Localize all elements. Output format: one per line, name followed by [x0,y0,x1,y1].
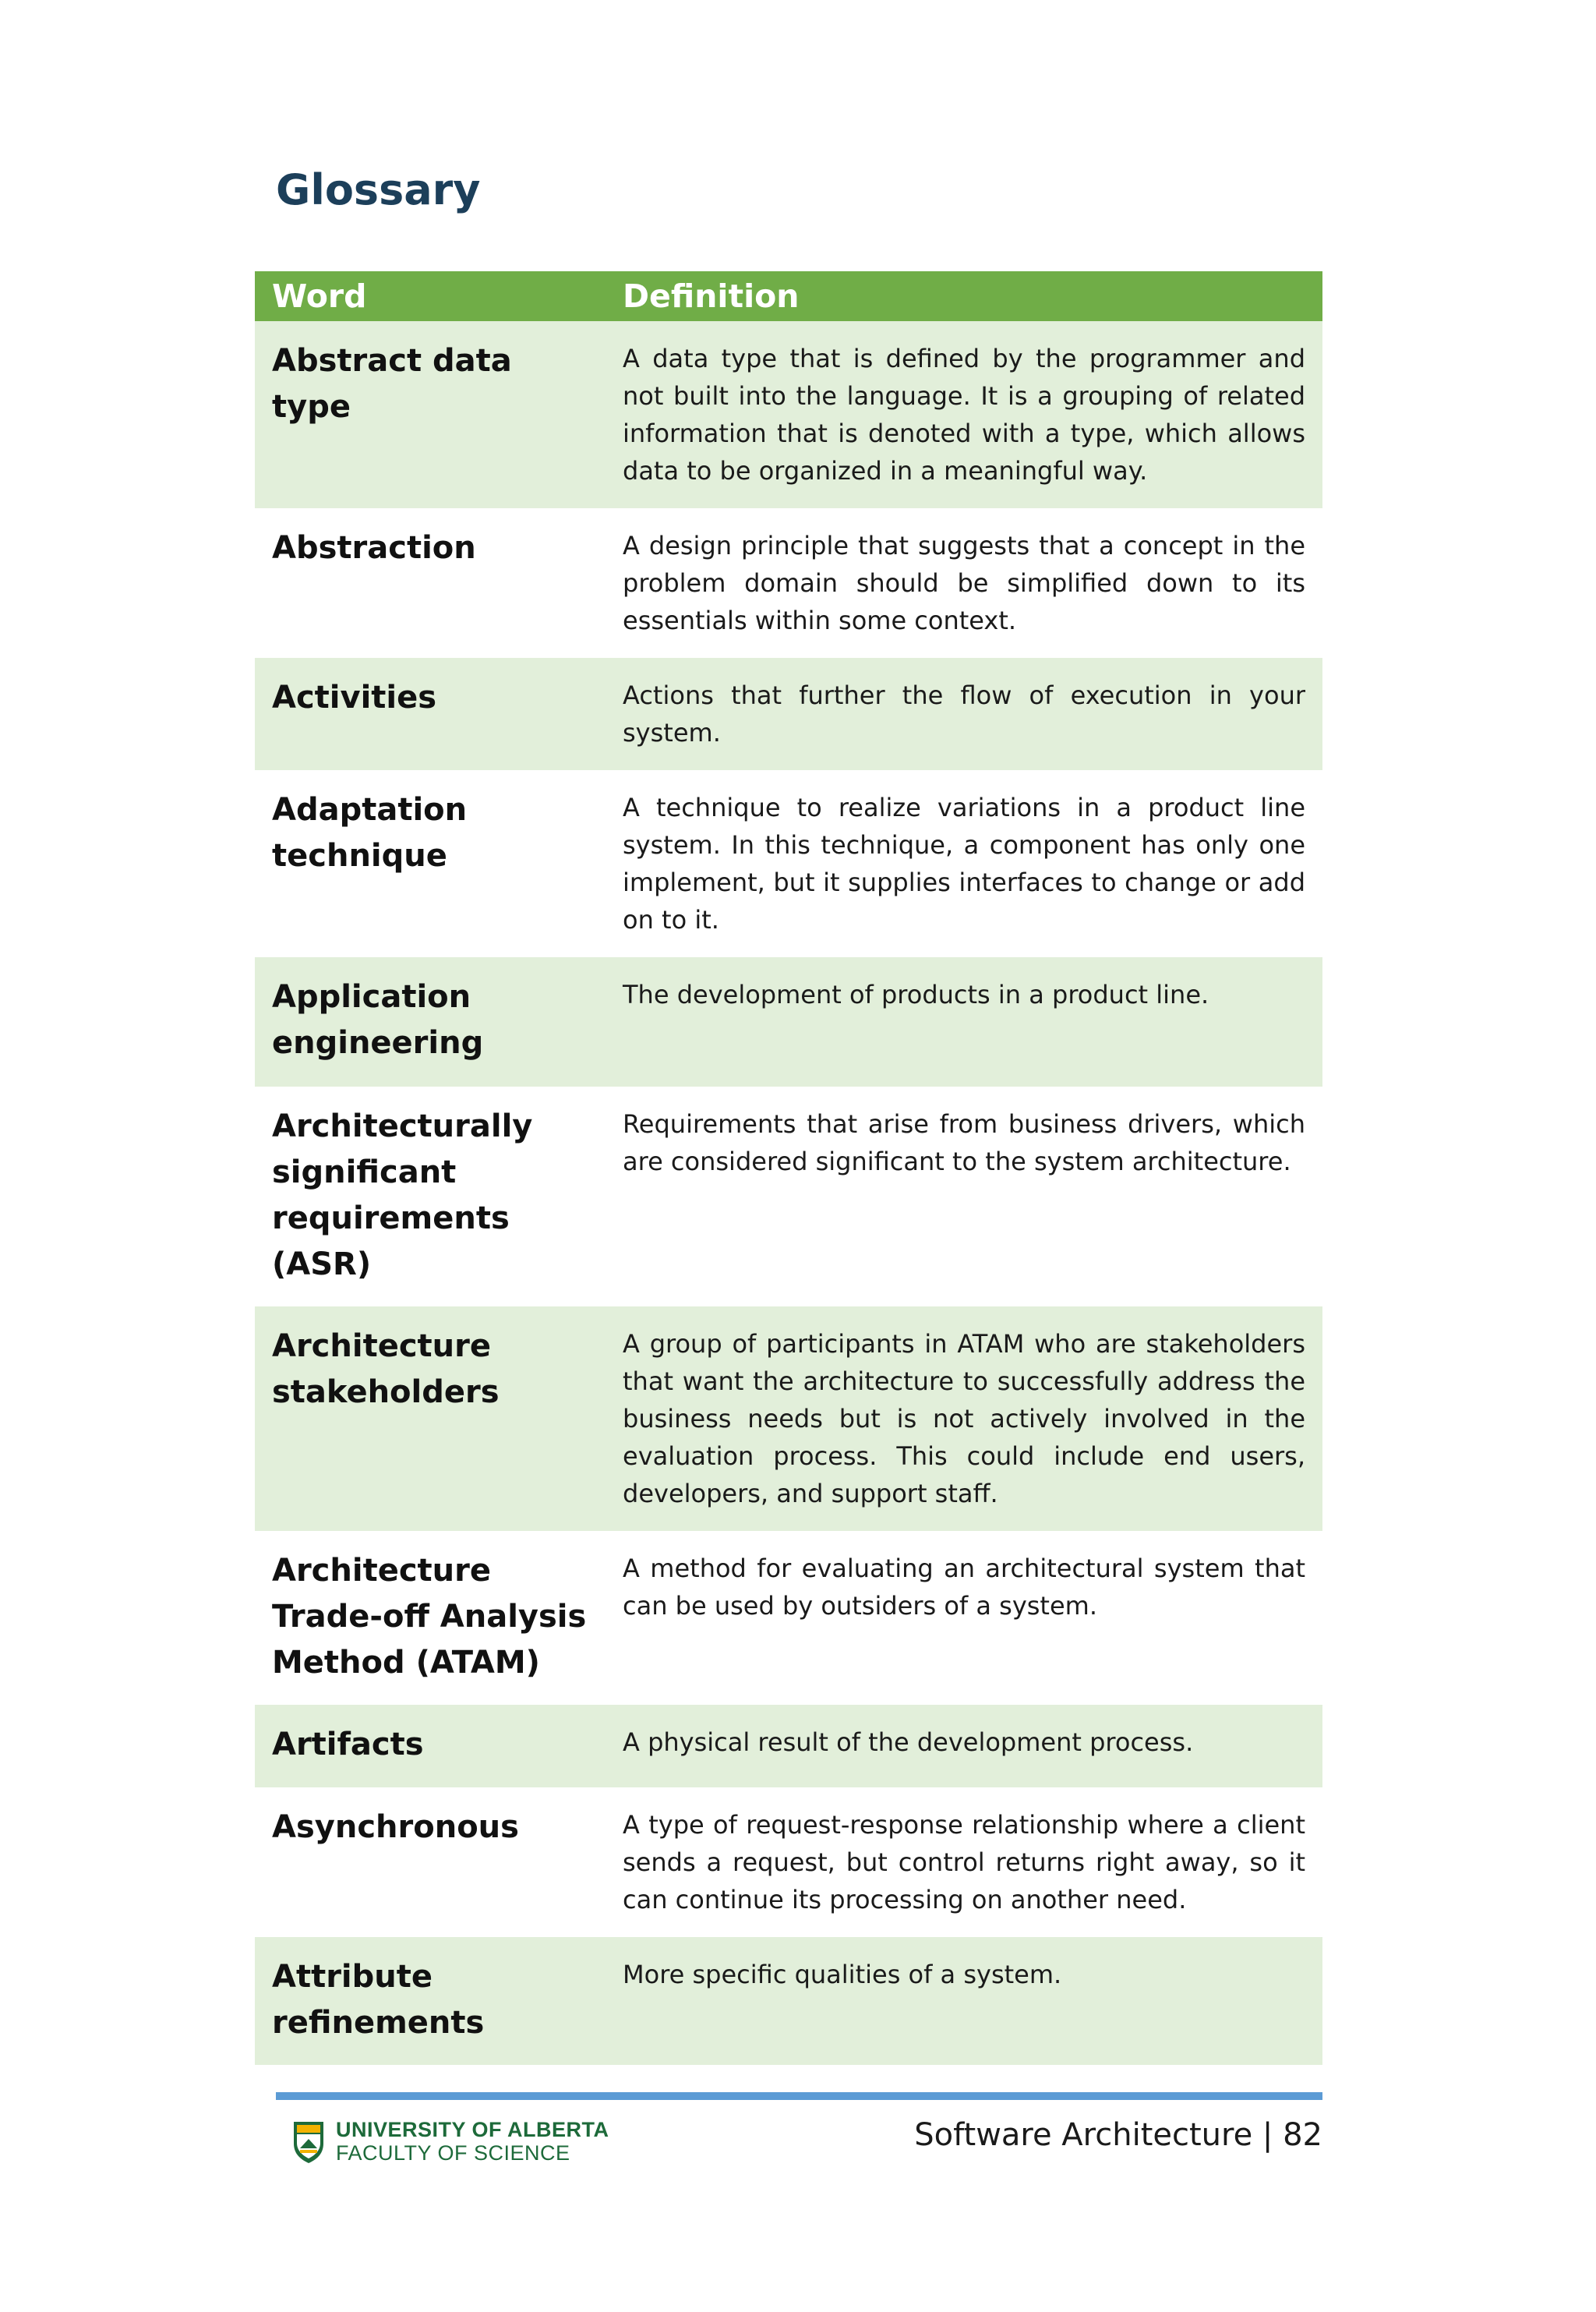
column-header-word: Word [255,271,606,321]
glossary-term: Adaptation technique [272,792,468,874]
table-row [255,1937,1322,2065]
university-logo [292,2119,609,2165]
glossary-definition: More specific qualities of a system. [623,1960,1062,1989]
table-row [255,770,1322,957]
glossary-definition: A technique to realize variations in a product line system. In this technique, a component has only one implement, but it supplies interfaces to change or add on to it. [623,793,1305,935]
page-title: Glossary [276,165,481,214]
glossary-definition: The development of products in a product line. [623,980,1209,1009]
glossary-definition: Actions that further the flow of execution in your system. [623,681,1305,748]
page-footer-label: Software Architecture | 82 [914,2117,1322,2153]
glossary-term: Abstract data type [272,343,512,425]
logo-university-name: UNIVERSITY OF ALBERTA [336,2118,609,2141]
glossary-definition: A group of participants in ATAM who are stakeholders that want the architecture to successfully address the business needs but is not actively involved in the evaluation process. This could include end users, developers, and support staff. [623,1329,1305,1508]
footer-rule [276,2092,1322,2100]
glossary-term: Abstraction [272,530,476,566]
glossary-term: Architecturally significant requirements (ASR) [272,1108,533,1282]
glossary-definition: A type of request-response relationship where a client sends a request, but control returns right away, so it can continue its processing on another need. [623,1810,1305,1914]
glossary-definition: Requirements that arise from business drivers, which are considered significant to the system architecture. [623,1109,1305,1176]
glossary-term: Asynchronous [272,1809,519,1845]
glossary-definition: A physical result of the development process. [623,1727,1194,1757]
table-row [255,1705,1322,1787]
table-row [255,1306,1322,1531]
glossary-definition: A design principle that suggests that a concept in the problem domain should be simplified down to its essentials within some context. [623,531,1305,635]
table-row [255,1787,1322,1937]
table-row [255,1087,1322,1306]
glossary-definition: A method for evaluating an architectural system that can be used by outsiders of a system. [623,1554,1305,1621]
glossary-term: Activities [272,680,437,716]
table-row [255,957,1322,1087]
university-crest-icon [292,2120,325,2164]
column-header-definition: Definition [606,271,1322,321]
table-row [255,508,1322,658]
table-header-row [255,271,1322,321]
glossary-term: Artifacts [272,1727,424,1762]
glossary-table [255,271,1322,2065]
glossary-term: Application engineering [272,979,484,1061]
glossary-term: Architecture Trade-off Analysis Method (ATAM) [272,1553,587,1681]
table-row [255,658,1322,770]
glossary-definition: A data type that is defined by the programmer and not built into the language. It is a grouping of related information that is denoted with a type, which allows data to be organized in a meaningful way. [623,344,1305,486]
table-row [255,321,1322,508]
glossary-term: Attribute refinements [272,1959,485,2041]
logo-faculty-name: FACULTY OF SCIENCE [336,2141,570,2165]
glossary-term: Architecture stakeholders [272,1328,500,1410]
table-row [255,1531,1322,1705]
